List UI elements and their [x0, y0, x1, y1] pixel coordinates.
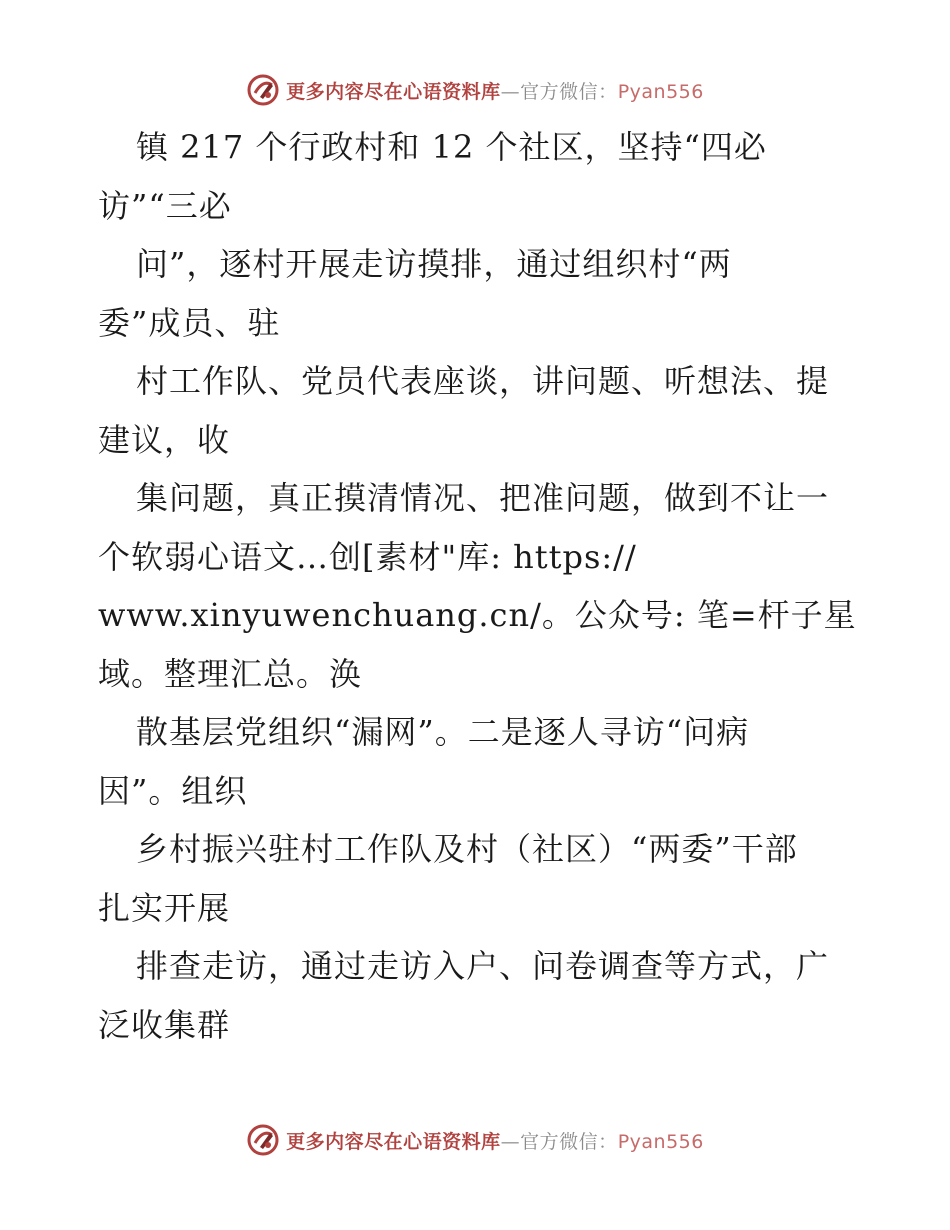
footer-brand-text: 更多内容尽在心语资料库: [286, 1130, 501, 1153]
body-line: 域。整理汇总。涣: [98, 654, 363, 693]
body-line: 个软弱心语文…创[素材"库: https://: [98, 537, 637, 576]
header-banner: [0, 70, 950, 110]
header-dash: —: [500, 80, 521, 103]
header-banner-text: [286, 77, 704, 104]
body-line: 集问题，真正摸清情况、把准问题，做到不让一: [136, 479, 830, 517]
body-line: 建议，收: [98, 420, 231, 459]
body-line: 委”成员、驻: [98, 303, 281, 342]
brand-logo-icon: [246, 1123, 280, 1157]
body-line: www.xinyuwenchuang.cn/。公众号: 笔=杆子星: [98, 596, 857, 634]
body-line: 乡村振兴驻村工作队及村（社区）“两委”干部: [136, 830, 798, 868]
document-body: [98, 118, 898, 1054]
body-line: 问”，逐村开展走访摸排，通过组织村“两: [136, 245, 732, 283]
body-line: 因”。组织: [98, 771, 248, 810]
body-line: 镇 217 个行政村和 12 个社区，坚持“四必: [136, 128, 767, 166]
footer-wechat-id: Pyan556: [617, 1130, 704, 1153]
body-line: 扎实开展: [98, 888, 231, 927]
header-wechat-label: 官方微信：: [520, 80, 618, 103]
header-banner-inner: [246, 73, 704, 107]
footer-banner-inner: [246, 1123, 704, 1157]
footer-banner-text: [286, 1127, 704, 1154]
body-line: 排查走访，通过走访入户、问卷调查等方式，广: [136, 947, 830, 985]
body-line: 散基层党组织“漏网”。二是逐人寻访“问病: [136, 713, 750, 751]
footer-banner: [0, 1120, 950, 1160]
header-wechat-id: Pyan556: [617, 80, 704, 103]
body-line: 访”“三必: [98, 186, 232, 225]
footer-dash: —: [500, 1130, 521, 1153]
body-line: 泛收集群: [98, 1005, 231, 1044]
body-line: 村工作队、党员代表座谈，讲问题、听想法、提: [136, 362, 830, 400]
footer-wechat-label: 官方微信：: [520, 1130, 618, 1153]
header-brand-text: 更多内容尽在心语资料库: [286, 80, 501, 103]
brand-logo-icon: [246, 73, 280, 107]
